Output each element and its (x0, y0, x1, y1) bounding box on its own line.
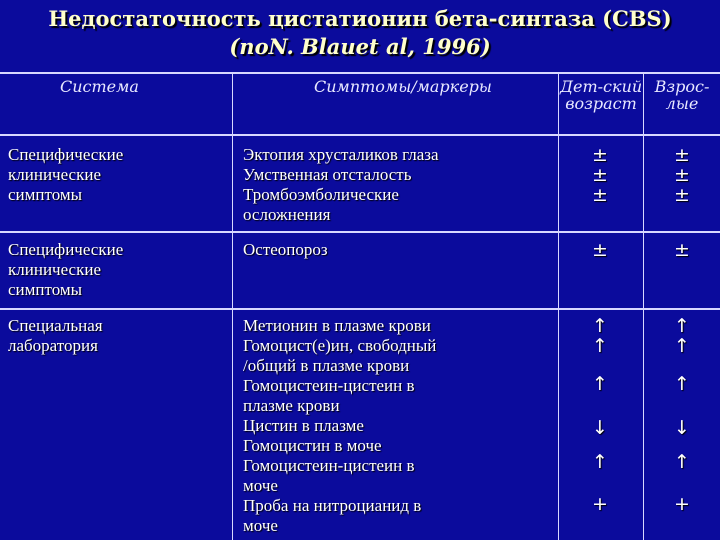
cell-line: Остеопороз (243, 240, 328, 259)
row3-adult-value: ↑ (674, 335, 690, 357)
column-divider (558, 72, 559, 540)
row1-bottom-rule (0, 231, 720, 233)
table-row-3-symptoms (243, 316, 436, 536)
cell-line: Гомоцист(е)ин, свободный (243, 336, 437, 355)
row3-child-value: ↓ (592, 417, 608, 439)
table-row-3-system (8, 316, 103, 356)
row1-child-value: ± (592, 164, 608, 186)
row3-child-value: ↑ (592, 335, 608, 357)
header-bottom-rule (0, 134, 720, 136)
cell-line: плазме крови (243, 396, 340, 415)
row3-adult-value: ↑ (674, 315, 690, 337)
cell-line: Умственная отсталость (243, 165, 412, 184)
column-divider (643, 72, 644, 540)
cell-line: Специальная (8, 316, 103, 335)
header-child (560, 78, 642, 112)
row3-child-value: ↑ (592, 373, 608, 395)
cell-line: /общий в плазме крови (243, 356, 410, 375)
cell-line: клинические (8, 165, 102, 184)
row3-adult-value: + (674, 493, 690, 515)
row3-child-value: ↑ (592, 451, 608, 473)
cell-line: Проба на нитроцианид в (243, 496, 422, 515)
cell-line: Тромбоэмболические (243, 185, 399, 204)
row1-child-value: ± (592, 184, 608, 206)
row3-child-value: ↑ (592, 315, 608, 337)
cell-line: Гомоцистеин-цистеин в (243, 376, 415, 395)
row1-adult-value: ± (674, 144, 690, 166)
row3-adult-value: ↓ (674, 417, 690, 439)
cell-line: моче (243, 476, 278, 495)
cell-line: Эктопия хрусталиков глаза (243, 145, 439, 164)
row3-child-value: + (592, 493, 608, 515)
header-adult (645, 78, 719, 112)
header-adult-line2: лые (665, 94, 699, 113)
header-child-line2: возраст (565, 94, 637, 113)
cell-line: клинические (8, 260, 102, 279)
page-title: Недостаточность цистатионин бета-синтаза (CBS) (48, 6, 672, 31)
table-row-2-system (8, 240, 123, 300)
cell-line: Гомоцистин в моче (243, 436, 382, 455)
cell-line: симптомы (8, 185, 83, 204)
cell-line: Цистин в плазме (243, 416, 364, 435)
header-child-line1: Дет-ский (560, 77, 643, 96)
cell-line: осложнения (243, 205, 331, 224)
cell-line: симптомы (8, 280, 83, 299)
cell-line: моче (243, 516, 278, 535)
header-adult-line1: Взрос- (654, 77, 710, 96)
cell-line: Специфические (8, 240, 124, 259)
header-system: Система (60, 77, 139, 96)
row1-adult-value: ± (674, 184, 690, 206)
page-subtitle: (поN. Blauet al, 1996) (229, 34, 491, 59)
cell-line: Метионин в плазме крови (243, 316, 431, 335)
row3-adult-value: ↑ (674, 451, 690, 473)
table-row-1-system (8, 145, 123, 205)
cell-line: лаборатория (8, 336, 98, 355)
table-row-1-symptoms (243, 145, 439, 225)
row2-child-value: ± (592, 239, 608, 261)
cell-line: Специфические (8, 145, 124, 164)
cell-line: Гомоцистеин-цистеин в (243, 456, 415, 475)
row1-child-value: ± (592, 144, 608, 166)
table-top-rule (0, 72, 720, 74)
row2-bottom-rule (0, 308, 720, 310)
table-row-2-symptoms (243, 240, 328, 260)
row1-adult-value: ± (674, 164, 690, 186)
row2-adult-value: ± (674, 239, 690, 261)
column-divider (232, 72, 233, 540)
header-symptoms: Симптомы/маркеры (314, 77, 492, 96)
row3-adult-value: ↑ (674, 373, 690, 395)
